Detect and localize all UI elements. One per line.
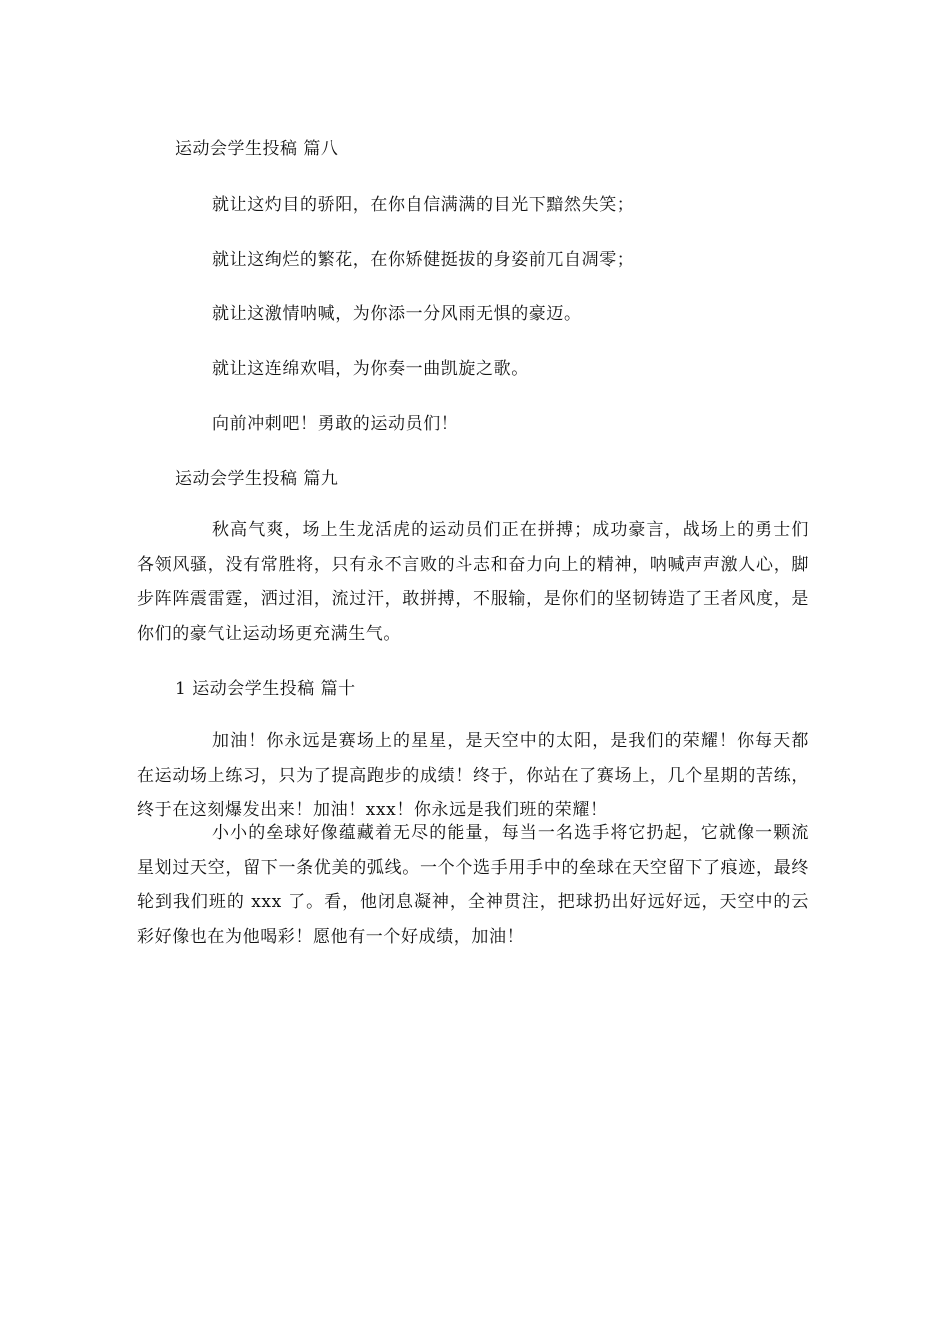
section-8-line-2: 就让这绚烂的繁花，在你矫健挺拔的身姿前兀自凋零；	[212, 250, 635, 270]
section-10-title: 1 运动会学生投稿 篇十	[175, 679, 356, 699]
section-9-title: 运动会学生投稿 篇九	[175, 469, 339, 489]
section-8-line-5: 向前冲刺吧！勇敢的运动员们！	[212, 414, 459, 434]
section-9-paragraph: 秋高气爽，场上生龙活虎的运动员们正在拼搏；成功豪言，战场上的勇士们各领风骚，没有常胜将，只有永不言败的斗志和奋力向上的精神，呐喊声声激人心，脚步阵阵震雷霆，洒过泪，流过汗，敢拼搏，不服输，是你们的坚韧铸造了王者风度，是你们的豪气让运动场更充满生气。	[137, 520, 809, 644]
section-10-paragraph-1: 加油！你永远是赛场上的星星，是天空中的太阳，是我们的荣耀！你每天都在运动场上练习，只为了提高跑步的成绩！终于，你站在了赛场上，几个星期的苦练，终于在这刻爆发出来！加油！xxx！你永远是我们班的荣耀！	[137, 731, 809, 820]
section-8-line-3: 就让这激情呐喊，为你添一分风雨无惧的豪迈。	[212, 304, 582, 324]
section-8-line-1: 就让这灼目的骄阳，在你自信满满的目光下黯然失笑；	[212, 195, 635, 215]
section-8-line-4: 就让这连绵欢唱，为你奏一曲凯旋之歌。	[212, 359, 529, 379]
section-10-paragraph-2: 小小的垒球好像蕴藏着无尽的能量，每当一名选手将它扔起，它就像一颗流星划过天空，留下一条优美的弧线。一个个选手用手中的垒球在天空留下了痕迹，最终轮到我们班的 xxx 了。看，他闭息凝神，全神贯注，把球扔出好远好远，天空中的云彩好像也在为他喝彩！愿他有一个好成绩，加油！	[137, 823, 809, 947]
section-8-title: 运动会学生投稿 篇八	[175, 139, 339, 159]
